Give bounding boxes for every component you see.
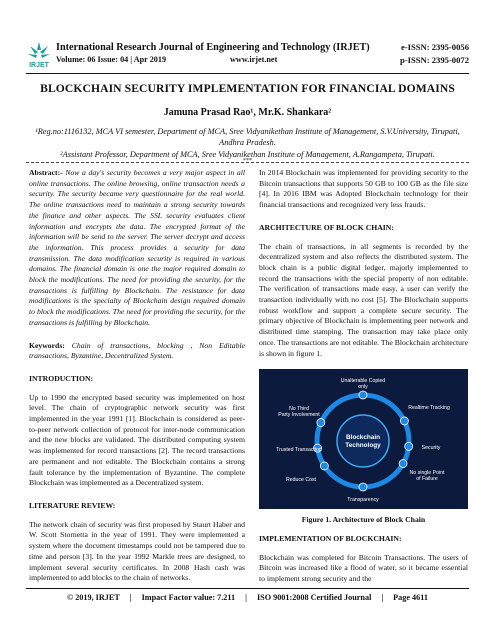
- left-column: [29, 168, 245, 584]
- abstract: [29, 168, 245, 329]
- page-footer: © 2019, IRJET | Impact Factor value: 7.211 | ISO 9001:2008 Certified Journal | Page 4611: [67, 593, 428, 602]
- iso-certification: ISO 9001:2008 Certified Journal: [256, 593, 372, 602]
- paper-authors: Jamuna Prasad Rao¹, Mr.K. Shankara²: [163, 107, 332, 118]
- abstract-label: Abstract:-: [29, 168, 63, 177]
- ring-node-0: [359, 391, 367, 399]
- pissn: p-ISSN: 2395-0072: [400, 55, 469, 65]
- ring-node-7: [317, 419, 325, 427]
- keywords-text: Chain of transactions, blocking , Non Editable transactions, Byzantine, Decentralized System.: [29, 340, 245, 361]
- figure-caption: Figure 1. Architecture of Block Chain: [301, 515, 426, 525]
- abstract-text: Now a day's security becomes a very major aspect in all online transactions. The online browsing, online transaction needs a security. The security became very questionnaire for the real world. The online transactions need to maintain a strong security towards the finance and other aspects. The SSL security evaluates client information and encrypts the data. The encrypted format of the information will be send to the server. The server decrypt and access the information. This process provides a security for data transmission. The data modification security is required in various domains. The financial domain is one the major required domain to block the modifications. The need for providing the security, for the transactions is fulfilling by Blockchain. The resistance for data modifications is the specialty of Blockchain design required domain to block the modifications. The need for providing the security, for the transactions is fulfilling by Blockchain.: [29, 168, 245, 327]
- figure-label-1: Realtime Tracking: [408, 405, 450, 412]
- affiliation-2: ²Assistant Professor, Department of MCA, Sree Vidyanikethan Institute of Management, A.Rangampeta, Tirupati.: [60, 150, 435, 159]
- paper-title: BLOCKCHAIN SECURITY IMPLEMENTATION FOR FINANCIAL DOMAINS: [40, 82, 455, 95]
- figure-label-0: Unalterable Copied only: [340, 378, 386, 391]
- architecture-text: The chain of transactions, in all segments is recorded by the decentralized system and also reflects the distributed system. The block chain is a public digital ledger, majorly implemented to record the transactions with the special property of non editable. The verification of transactions made easy, a user can verify the transaction individually with no cost [5]. The Blockchain supports robust workflow and support a complete secure security. The primary objective of Blockchain is implementing peer network and distributed time stamping. The transaction may take place only once. The transactions are not editable. The Blockchain architecture is shown in figure 1.: [259, 241, 468, 358]
- center-line-1: Blockchain: [345, 434, 381, 442]
- impact-factor: Impact Factor value: 7.211: [141, 593, 236, 602]
- footer-rule: [26, 588, 469, 589]
- eissn: e-ISSN: 2395-0056: [400, 42, 469, 52]
- center-hub: [337, 415, 389, 467]
- page-number: Page 4611: [393, 593, 428, 602]
- architecture-heading: ARCHITECTURE OF BLOCK CHAIN:: [259, 222, 394, 232]
- intro-text: Up to 1990 the encrypted based security was implemented on host level. The chain of cryptographic network security was first implemented in the year 1991 [1]. Blockchain is considered as peer-to-peer network collection of protocol for inter-node communication and the new blocks are validated. The distributed computing system was implemented for record transactions [2]. The record transactions are permanent and not editable. The Blockchain contains a strong fault tolerance by the implementation of Byzantine. The complete Blockchain was implemented as a Decentralized system.: [29, 392, 245, 488]
- logo-text: IRJET: [29, 62, 49, 69]
- ring-node-1: [400, 417, 408, 425]
- figure-label-2: Security: [421, 445, 441, 452]
- ring-node-5: [320, 462, 328, 470]
- figure-label-5: Reduce Cost: [286, 477, 316, 484]
- center-line-2: Technology: [345, 442, 381, 450]
- figure-label-3: No single Point of Failure: [409, 470, 445, 483]
- keywords-label: Keywords:: [29, 340, 65, 350]
- figure-label-6: Trusted Transaction: [276, 447, 322, 454]
- figure-label-4: Transparency: [347, 497, 379, 504]
- header-rule: [26, 73, 469, 74]
- blockchain-figure: [259, 369, 468, 509]
- volume-issue: Volume: 06 Issue: 04 | Apr 2019: [56, 55, 167, 64]
- literature-heading: LITERATURE REVIEW:: [29, 500, 116, 510]
- figure-label-7: No Third Party Involvement: [278, 406, 320, 419]
- ring-node-4: [359, 483, 367, 491]
- right-column: [259, 168, 468, 585]
- copyright: © 2019, IRJET: [67, 593, 120, 602]
- implementation-heading: IMPLEMENTATION OF BLOCKCHAIN:: [259, 533, 402, 543]
- irjet-logo: [26, 40, 52, 70]
- intro-continued: In 2014 Blockchain was implemented for providing security to the Bitcoin transactions that supports 50 GB to 100 GB as the file size [4]. In 2016 IBM was Adopted Blockchain technology for their financial transactions and recognized very less frauds.: [259, 168, 468, 210]
- intro-heading: INTRODUCTION:: [29, 373, 94, 383]
- journal-website[interactable]: www.irjet.net: [230, 55, 278, 64]
- keywords: [29, 341, 245, 362]
- literature-text: The network chain of security was first proposed by Staurt Haber and W. Scott Stornetta in the year of 1991. They were implemented a system where the document timestamps could not be tampered due to time and person [3]. In the year 1992 Markle trees are designed, to implement several security certificates. In 2008 Hash cash was implemented to add blocks to the chain of networks.: [29, 519, 245, 583]
- blockchain-diagram: [259, 369, 468, 509]
- affiliation-1: ¹Reg.no:1116132, MCA VI semester, Department of MCA, Sree Vidyanikethan Institute of Management, S.V.University, Tirupati, Andhra Pradesh.: [35, 127, 460, 147]
- ring-node-3: [399, 460, 407, 468]
- ring-node-2: [405, 443, 413, 451]
- divider-stars: ***: [243, 158, 252, 164]
- journal-header: [26, 40, 469, 72]
- journal-name: International Research Journal of Engineering and Technology (IRJET): [56, 42, 370, 53]
- implementation-text: Blockchain was completed for Bitcoin Transactions. The users of Bitcoin was increased like a flood of water, so it became essential to implement strong security and the: [259, 552, 468, 584]
